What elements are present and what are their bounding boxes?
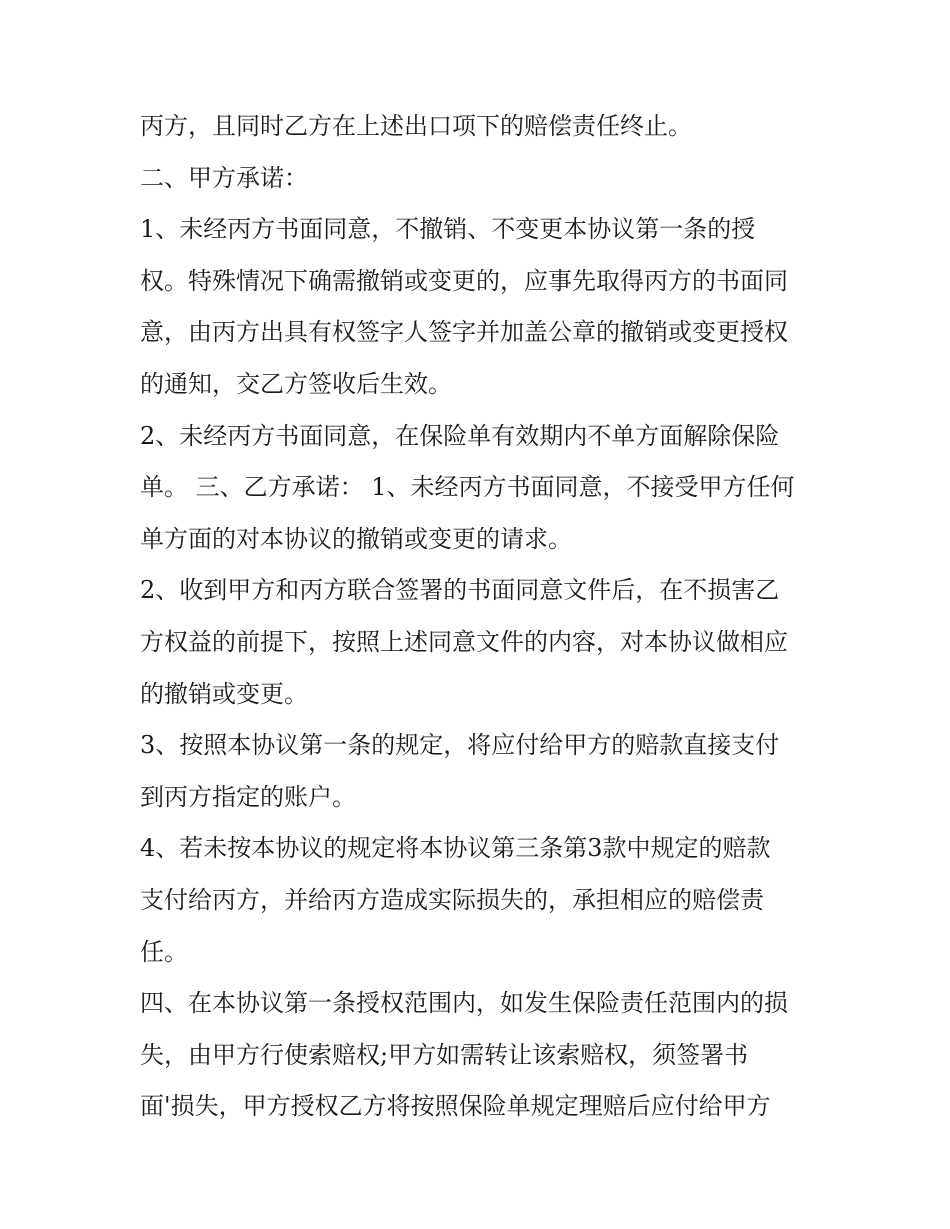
text-line: 意，由丙方出具有权签字人签字并加盖公章的撤销或变更授权 — [140, 318, 788, 347]
text-line: 3、按照本协议第一条的规定，将应付给甲方的赔款直接支付 — [140, 731, 780, 760]
text-line: 四、在本协议第一条授权范围内，如发生保险责任范围内的损 — [140, 989, 788, 1018]
text-line: 单。 三、乙方承诺： 1、未经丙方书面同意，不接受甲方任何 — [140, 473, 795, 502]
text-line: 失，由甲方行使索赔权;甲方如需转让该索赔权，须签署书 — [140, 1040, 749, 1069]
text-line: 4、若未按本协议的规定将本协议第三条第3款中规定的赔款 — [140, 834, 771, 863]
text-line: 到丙方指定的账户。 — [140, 782, 356, 811]
text-line: 1、未经丙方书面同意，不撤销、不变更本协议第一条的授 — [140, 215, 756, 244]
text-line: 权。特殊情况下确需撤销或变更的，应事先取得丙方的书面同 — [140, 266, 788, 295]
text-line: 的通知，交乙方签收后生效。 — [140, 369, 452, 398]
text-line: 丙方，且同时乙方在上述出口项下的赔偿责任终止。 — [140, 112, 692, 140]
text-line: 的撤销或变更。 — [140, 679, 308, 708]
text-line: 面'损失，甲方授权乙方将按照保险单规定理赔后应付给甲方 — [140, 1092, 771, 1121]
document-body — [140, 101, 820, 1133]
text-line: 方权益的前提下，按照上述同意文件的内容，对本协议做相应 — [140, 627, 788, 656]
section-heading: 二、甲方承诺： — [140, 163, 308, 192]
text-line: 支付给丙方，并给丙方造成实际损失的，承担相应的赔偿责 — [140, 885, 764, 914]
text-line: 任。 — [140, 937, 188, 966]
text-line: 单方面的对本协议的撤销或变更的请求。 — [140, 524, 572, 553]
text-line: 2、收到甲方和丙方联合签署的书面同意文件后，在不损害乙 — [140, 576, 780, 605]
text-line: 2、未经丙方书面同意，在保险单有效期内不单方面解除保险 — [140, 421, 780, 450]
